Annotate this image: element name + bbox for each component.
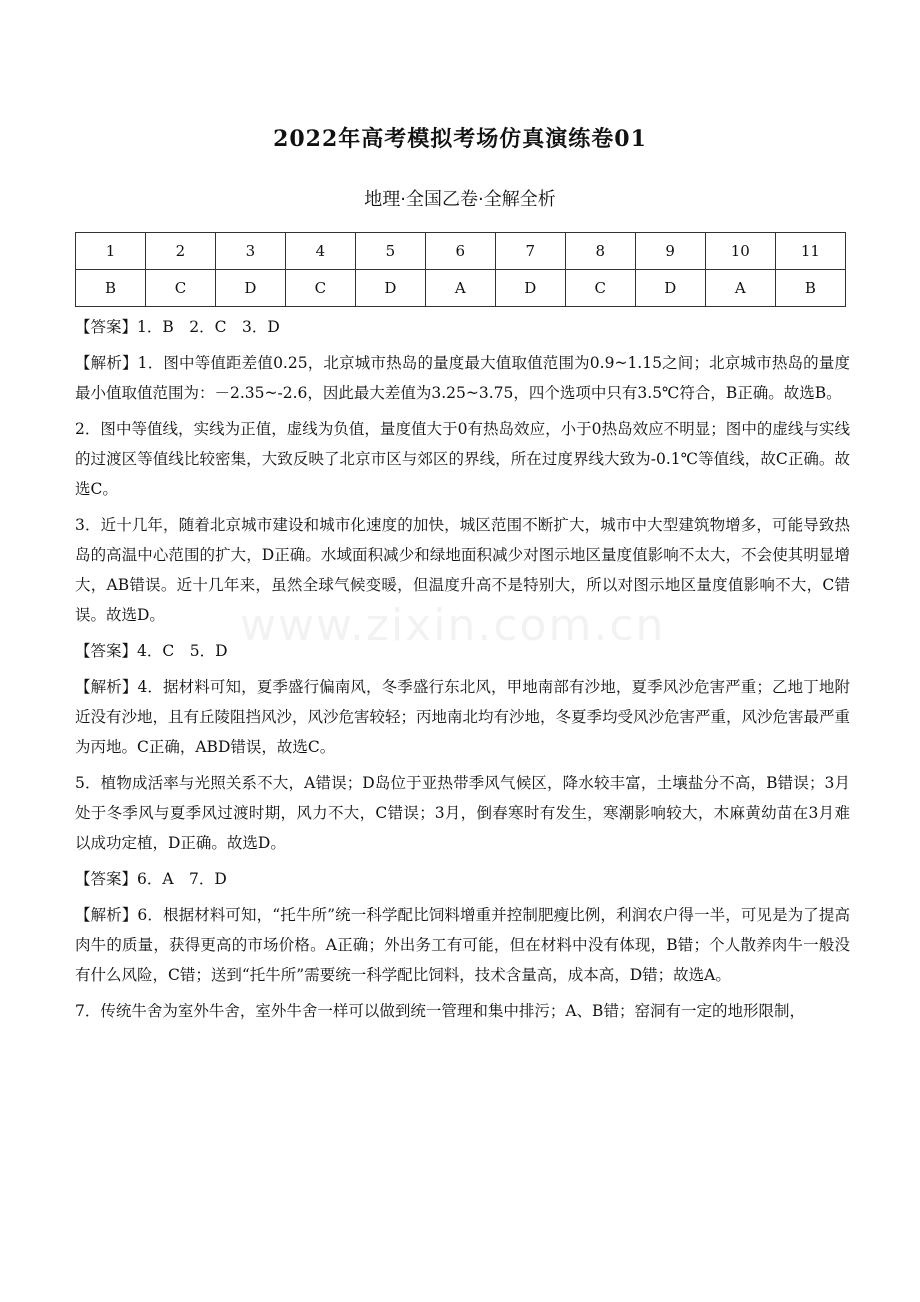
page-subtitle: 地理·全国乙卷·全解全析 — [364, 189, 556, 210]
question-number-cell: 8 — [565, 233, 635, 270]
answer-cell: D — [495, 270, 565, 307]
answer-cell: B — [76, 270, 146, 307]
question-number-cell: 9 — [635, 233, 705, 270]
question-number-cell: 7 — [495, 233, 565, 270]
analysis-paragraph: 5．植物成活率与光照关系不大，A错误；D岛位于亚热带季风气候区，降水较丰富，土壤盐分不高，B错误；3月处于冬季风与夏季风过渡时期，风力不大，C错误；3月，倒春寒时有发生，寒潮影响较大，木麻黄幼苗在3月难以成功定植，D正确。故选D。 — [75, 774, 850, 852]
question-number-cell: 11 — [775, 233, 845, 270]
question-number-cell: 3 — [215, 233, 285, 270]
analysis-paragraph: 【解析】6．根据材料可知，“托牛所”统一科学配比饲料增重并控制肥瘦比例，利润农户得一半，可见是为了提高肉牛的质量，获得更高的市场价格。A正确；外出务工有可能，但在材料中没有体现，B错；个人散养肉牛一般没有什么风险，C错；送到“托牛所”需要统一科学配比饲料，技术含量高，成本高，D错；故选A。 — [75, 906, 850, 984]
answer-cell: C — [145, 270, 215, 307]
answer-table — [75, 232, 846, 307]
answer-table-answer-row — [76, 270, 846, 307]
analysis-paragraph: 2．图中等值线，实线为正值，虚线为负值，量度值大于0有热岛效应，小于0热岛效应不明显；图中的虚线与实线的过渡区等值线比较密集，大致反映了北京市区与郊区的界线，所在过度界线大致为-0.1℃等值线，故C正确。故选C。 — [75, 420, 850, 498]
answer-line: 【答案】4．C 5．D — [75, 642, 228, 660]
solution-body — [75, 312, 850, 1026]
answer-cell: A — [425, 270, 495, 307]
question-number-cell: 5 — [355, 233, 425, 270]
question-number-cell: 6 — [425, 233, 495, 270]
analysis-paragraph: 7．传统牛舍为室外牛舍，室外牛舍一样可以做到统一管理和集中排污；A、B错；窑洞有一定的地形限制， — [75, 1002, 805, 1020]
answer-cell: D — [215, 270, 285, 307]
answer-cell: B — [775, 270, 845, 307]
answer-cell: D — [355, 270, 425, 307]
answer-cell: C — [285, 270, 355, 307]
answer-table-number-row — [76, 233, 846, 270]
question-number-cell: 4 — [285, 233, 355, 270]
analysis-paragraph: 【解析】1．图中等值距差值0.25，北京城市热岛的量度最大值取值范围为0.9~1.15之间；北京城市热岛的量度最小值取值范围为：－2.35~-2.6，因此最大差值为3.25~3.75，四个选项中只有3.5℃符合，B正确。故选B。 — [75, 354, 850, 402]
answer-line: 【答案】6．A 7．D — [75, 870, 227, 888]
answer-cell: A — [705, 270, 775, 307]
question-number-cell: 2 — [145, 233, 215, 270]
page-title: 2022年高考模拟考场仿真演练卷01 — [273, 126, 647, 152]
watermark: www.zixin.com.cn — [240, 600, 666, 651]
answer-line: 【答案】1．B 2．C 3．D — [75, 318, 280, 336]
question-number-cell: 10 — [705, 233, 775, 270]
analysis-paragraph: 3．近十几年，随着北京城市建设和城市化速度的加快，城区范围不断扩大，城市中大型建筑物增多，可能导致热岛的高温中心范围的扩大，D正确。水域面积减少和绿地面积减少对图示地区量度值影响不太大，不会使其明显增大，AB错误。近十几年来，虽然全球气候变暖，但温度升高不是特别大，所以对图示地区量度值影响不大，C错误。故选D。 — [75, 516, 850, 624]
answer-cell: C — [565, 270, 635, 307]
analysis-paragraph: 【解析】4．据材料可知，夏季盛行偏南风，冬季盛行东北风，甲地南部有沙地，夏季风沙危害严重；乙地丁地附近没有沙地，且有丘陵阻挡风沙，风沙危害较轻；丙地南北均有沙地，冬夏季均受风沙危害严重，风沙危害最严重为丙地。C正确，ABD错误，故选C。 — [75, 678, 851, 756]
answer-cell: D — [635, 270, 705, 307]
question-number-cell: 1 — [76, 233, 146, 270]
